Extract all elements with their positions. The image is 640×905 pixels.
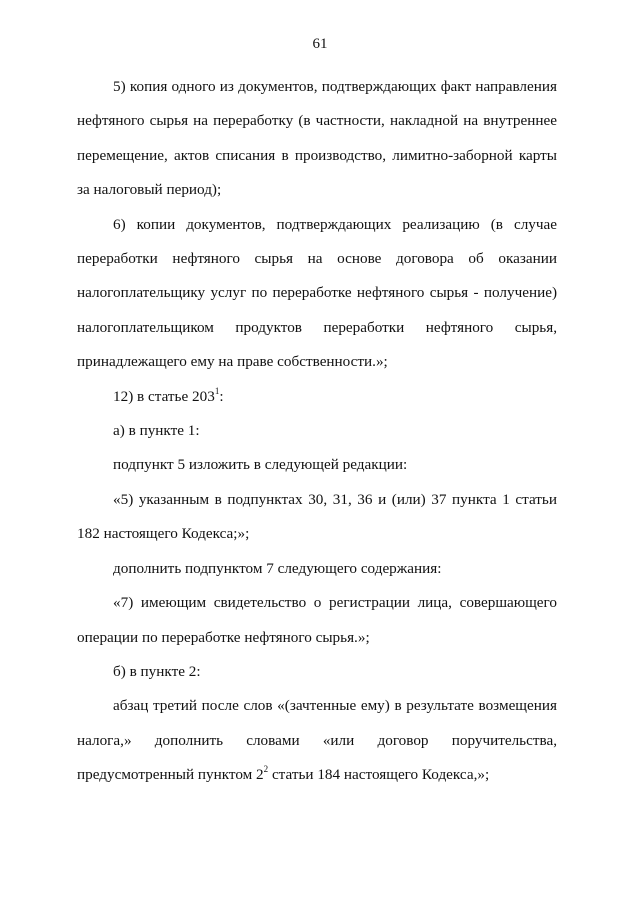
paragraph-article-203-1 (77, 380, 557, 414)
superscript: 1 (214, 385, 220, 396)
paragraph-abzac-three (77, 689, 557, 792)
paragraph-item-6: 6) копии документов, подтверждающих реализацию (в случае переработки нефтяного сырья на основе договора об оказании налогоплательщику услуг по переработке нефтяного сырья - получение) налогоплательщиком продуктов переработки нефтяного сырья, принадлежащего ему на праве собственности.»; (77, 215, 557, 371)
superscript: 2 (263, 764, 269, 775)
paragraph-quoted-subpoint-5: «5) указанным в подпунктах 30, 31, 36 и (или) 37 пункта 1 статьи 182 настоящего Кодекса;»; (77, 490, 557, 543)
paragraph-quoted-subpoint-7: «7) имеющим свидетельство о регистрации лица, совершающего операции по переработке нефтяного сырья.»; (77, 594, 557, 646)
paragraph-text: абзац третий после слов «(зачтенные ему) в результате возмещения налога,» дополнить словами «или договор поручительства, предусмотренный пунктом 2 (77, 697, 557, 784)
paragraph-subpoint-5-edit: подпункт 5 изложить в следующей редакции: (113, 456, 408, 474)
paragraph-text: : (219, 387, 224, 405)
document-body (77, 70, 557, 793)
paragraph-add-subpoint-7: дополнить подпунктом 7 следующего содержания: (113, 559, 442, 577)
paragraph-text: статьи 184 настоящего Кодекса,»; (268, 766, 490, 784)
paragraph-point-2: б) в пункте 2: (113, 662, 201, 680)
paragraph-text: 12) в статье 203 (113, 387, 215, 405)
paragraph-point-1: а) в пункте 1: (113, 422, 200, 440)
page-number: 61 (312, 36, 328, 52)
paragraph-item-5: 5) копия одного из документов, подтверждающих факт направления нефтяного сырья на переработку (в частности, накладной на внутреннее перемещение, актов списания в производство, лимитно-заборной карты за налоговый период); (77, 78, 557, 199)
